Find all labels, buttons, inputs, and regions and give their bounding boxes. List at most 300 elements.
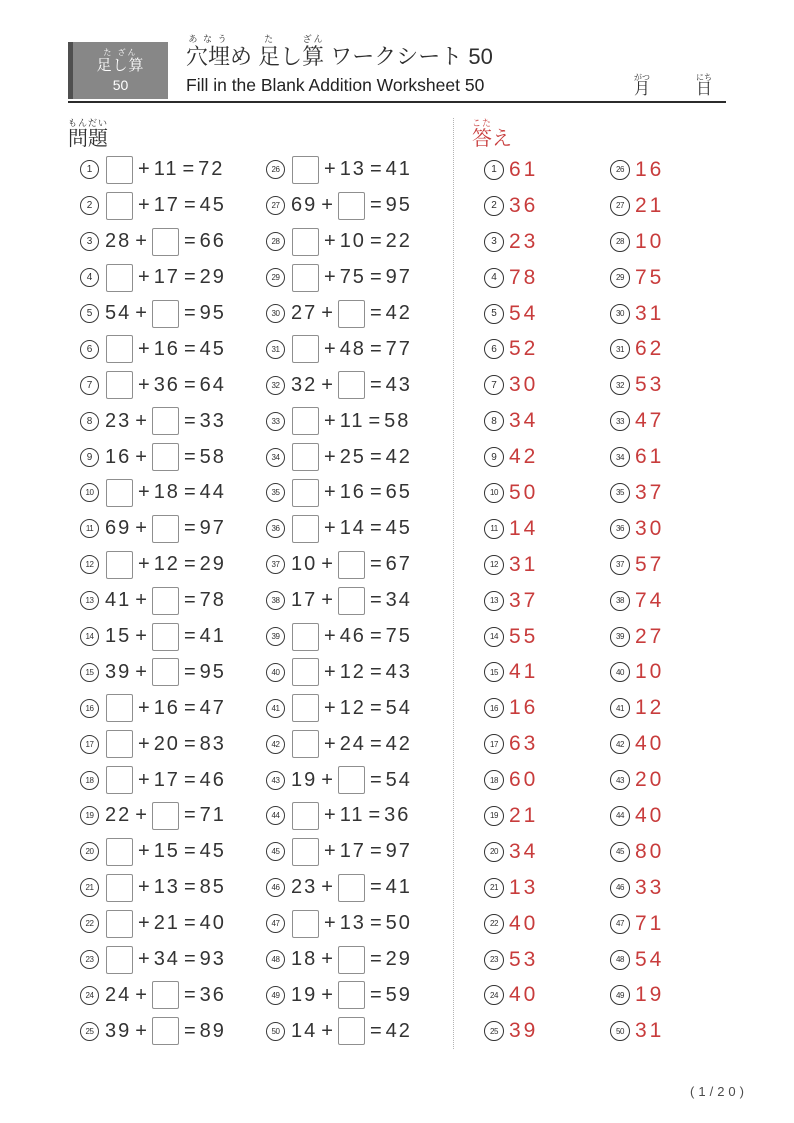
sum-value: 97: [385, 840, 412, 863]
sum-value: 47: [199, 696, 226, 719]
sum-value: 54: [385, 768, 412, 791]
answer-row: [598, 152, 728, 188]
equals-sign: =: [369, 660, 382, 683]
equation: [105, 946, 226, 974]
answer-row: [472, 260, 598, 296]
problems-heading: 問題もんだい: [68, 118, 109, 150]
equals-sign: =: [369, 876, 382, 899]
equation: [291, 946, 412, 974]
plus-sign: +: [324, 840, 336, 863]
sum-value: 45: [199, 194, 226, 217]
answer-row: [472, 152, 598, 188]
plus-sign: +: [321, 553, 333, 576]
problem-number-badge: 47: [266, 914, 285, 933]
answer-value: 40: [509, 911, 539, 935]
operand: 16: [153, 696, 180, 719]
answer-number-badge: 21: [484, 878, 504, 898]
operand: 41: [105, 589, 132, 612]
equation: [291, 587, 412, 615]
equation: [105, 515, 226, 543]
answer-value: 34: [509, 839, 539, 863]
answer-value: 36: [509, 193, 539, 217]
equation: [105, 264, 226, 292]
blank-box: [292, 658, 319, 686]
sum-value: 42: [385, 732, 412, 755]
answer-value: 33: [635, 875, 665, 899]
answer-value: 27: [635, 624, 665, 648]
sum-value: 34: [385, 589, 412, 612]
sum-value: 45: [199, 337, 226, 360]
sum-value: 83: [199, 732, 226, 755]
sum-value: 58: [199, 445, 226, 468]
answer-row: [598, 726, 728, 762]
plus-sign: +: [135, 409, 147, 432]
answer-row: [598, 870, 728, 906]
answer-number-badge: 14: [484, 627, 504, 647]
operand: 18: [291, 948, 318, 971]
answer-value: 71: [635, 911, 665, 935]
sum-value: 65: [385, 481, 412, 504]
equation: [291, 694, 412, 722]
plus-sign: +: [324, 732, 336, 755]
plus-sign: +: [324, 337, 336, 360]
equation: [291, 371, 412, 399]
blank-box: [106, 874, 133, 902]
answer-value: 54: [509, 301, 539, 325]
answer-number-badge: 15: [484, 662, 504, 682]
problems-section: [68, 118, 453, 1049]
problem-number-badge: 4: [80, 268, 99, 287]
equals-sign: =: [369, 230, 382, 253]
operand: 19: [291, 983, 318, 1006]
equals-sign: =: [183, 840, 196, 863]
equals-sign: =: [183, 194, 196, 217]
problem-row: [254, 762, 453, 798]
blank-box: [106, 946, 133, 974]
sum-value: 66: [199, 230, 226, 253]
equation: [291, 910, 412, 938]
operand: 17: [153, 768, 180, 791]
operand: 48: [339, 337, 366, 360]
problem-row: [68, 367, 254, 403]
equals-sign: =: [183, 337, 196, 360]
answer-number-badge: 8: [484, 411, 504, 431]
answer-row: [472, 188, 598, 224]
plus-sign: +: [324, 481, 336, 504]
equation: [105, 335, 226, 363]
equals-sign: =: [369, 445, 382, 468]
operand: 18: [153, 481, 180, 504]
answer-row: [598, 260, 728, 296]
blank-box: [292, 228, 319, 256]
equals-sign: =: [183, 553, 196, 576]
page-number: (1/20): [690, 1084, 748, 1099]
equation: [105, 730, 226, 758]
equation: [105, 623, 226, 651]
answer-value: 62: [635, 337, 665, 361]
problem-number-badge: 16: [80, 699, 99, 718]
equation: [105, 587, 226, 615]
equation: [291, 730, 412, 758]
problem-row: [68, 511, 254, 547]
answer-number-badge: 45: [610, 842, 630, 862]
answer-value: 40: [509, 983, 539, 1007]
problem-row: [68, 690, 254, 726]
operand: 11: [153, 158, 179, 181]
equation: [291, 407, 410, 435]
answer-number-badge: 34: [610, 447, 630, 467]
plus-sign: +: [321, 1019, 333, 1042]
problem-row: [254, 188, 453, 224]
equals-sign: =: [369, 768, 382, 791]
problem-row: [68, 188, 254, 224]
answer-value: 57: [635, 552, 665, 576]
equation: [291, 228, 412, 256]
sum-value: 67: [385, 553, 412, 576]
blank-box: [106, 264, 133, 292]
blank-box: [338, 587, 365, 615]
blank-box: [106, 156, 133, 184]
equals-sign: =: [183, 445, 196, 468]
problem-row: [254, 403, 453, 439]
blank-box: [152, 300, 179, 328]
problem-row: [254, 511, 453, 547]
plus-sign: +: [324, 409, 336, 432]
sum-value: 77: [385, 337, 412, 360]
answer-value: 31: [509, 552, 539, 576]
sum-value: 78: [199, 589, 226, 612]
operand: 19: [291, 768, 318, 791]
sum-value: 64: [199, 373, 226, 396]
problem-row: [68, 619, 254, 655]
answer-row: [472, 942, 598, 978]
blank-box: [292, 443, 319, 471]
plus-sign: +: [324, 158, 336, 181]
blank-box: [106, 551, 133, 579]
operand: 10: [291, 553, 318, 576]
plus-sign: +: [138, 194, 150, 217]
problem-number-badge: 15: [80, 663, 99, 682]
operand: 17: [153, 266, 180, 289]
equals-sign: =: [183, 409, 196, 432]
plus-sign: +: [138, 158, 150, 181]
problem-row: [254, 690, 453, 726]
problem-number-badge: 44: [266, 806, 285, 825]
month-label: 月がつ: [633, 73, 650, 98]
blank-box: [338, 766, 365, 794]
sum-value: 36: [199, 983, 226, 1006]
answer-number-badge: 33: [610, 411, 630, 431]
equals-sign: =: [369, 373, 382, 396]
problem-row: [254, 726, 453, 762]
equation: [105, 981, 226, 1009]
blank-box: [292, 730, 319, 758]
problem-number-badge: 43: [266, 771, 285, 790]
blank-box: [292, 479, 319, 507]
answer-value: 40: [635, 732, 665, 756]
problem-row: [254, 977, 453, 1013]
sum-value: 33: [199, 409, 226, 432]
answer-number-badge: 5: [484, 304, 504, 324]
equation: [105, 192, 226, 220]
sum-value: 41: [199, 625, 226, 648]
sum-value: 41: [385, 876, 412, 899]
answer-row: [472, 296, 598, 332]
answer-value: 12: [635, 696, 665, 720]
problem-number-badge: 2: [80, 196, 99, 215]
operand: 36: [153, 373, 180, 396]
problem-row: [68, 475, 254, 511]
answer-number-badge: 22: [484, 914, 504, 934]
equation: [291, 192, 412, 220]
sum-value: 40: [199, 912, 226, 935]
problem-number-badge: 39: [266, 627, 285, 646]
equation: [291, 1017, 412, 1045]
operand: 16: [339, 481, 366, 504]
blank-box: [338, 946, 365, 974]
answer-row: [598, 439, 728, 475]
answer-number-badge: 36: [610, 519, 630, 539]
sum-value: 43: [385, 373, 412, 396]
equals-sign: =: [183, 1019, 196, 1042]
problem-row: [254, 583, 453, 619]
blank-box: [152, 1017, 179, 1045]
equals-sign: =: [369, 696, 382, 719]
problem-number-badge: 50: [266, 1022, 285, 1041]
equation: [291, 658, 412, 686]
equals-sign: =: [369, 912, 382, 935]
problem-number-badge: 49: [266, 986, 285, 1005]
equals-sign: =: [369, 1019, 382, 1042]
date-fields: [634, 73, 712, 98]
answer-value: 20: [635, 768, 665, 792]
answer-row: [598, 654, 728, 690]
operand: 10: [339, 230, 366, 253]
blank-box: [106, 766, 133, 794]
answer-row: [598, 1013, 728, 1049]
problem-row: [68, 439, 254, 475]
equals-sign: =: [369, 337, 382, 360]
problem-number-badge: 19: [80, 806, 99, 825]
equals-sign: =: [182, 158, 195, 181]
operand: 13: [339, 912, 366, 935]
plus-sign: +: [138, 266, 150, 289]
sum-value: 29: [199, 553, 226, 576]
problem-number-badge: 8: [80, 412, 99, 431]
equation: [291, 479, 412, 507]
blank-box: [106, 479, 133, 507]
plus-sign: +: [321, 302, 333, 324]
sum-value: 45: [385, 517, 412, 540]
answer-number-badge: 46: [610, 878, 630, 898]
answer-number-badge: 49: [610, 985, 630, 1005]
answer-row: [472, 654, 598, 690]
answer-row: [472, 547, 598, 583]
answer-number-badge: 13: [484, 591, 504, 611]
sum-value: 36: [384, 804, 411, 827]
equals-sign: =: [369, 194, 382, 217]
answer-number-badge: 19: [484, 806, 504, 826]
problem-row: [254, 547, 453, 583]
answer-value: 10: [635, 660, 665, 684]
plus-sign: +: [321, 373, 333, 396]
operand: 54: [105, 302, 132, 324]
problem-row: [254, 296, 453, 332]
answer-value: 23: [509, 229, 539, 253]
answer-value: 55: [509, 624, 539, 648]
problem-number-badge: 41: [266, 699, 285, 718]
equation: [105, 658, 226, 686]
answer-row: [598, 906, 728, 942]
operand: 11: [339, 409, 365, 432]
problem-row: [254, 619, 453, 655]
problem-number-badge: 42: [266, 735, 285, 754]
problem-number-badge: 30: [266, 304, 285, 323]
answer-number-badge: 26: [610, 160, 630, 180]
problem-number-badge: 21: [80, 878, 99, 897]
sum-value: 50: [385, 912, 412, 935]
problem-number-badge: 20: [80, 842, 99, 861]
blank-box: [338, 551, 365, 579]
problem-row: [68, 654, 254, 690]
blank-box: [292, 802, 319, 830]
plus-sign: +: [135, 302, 147, 324]
answer-number-badge: 23: [484, 950, 504, 970]
problem-number-badge: 10: [80, 483, 99, 502]
answer-row: [598, 224, 728, 260]
operand: 12: [339, 660, 366, 683]
equals-sign: =: [183, 948, 196, 971]
answer-number-badge: 29: [610, 268, 630, 288]
problem-row: [254, 224, 453, 260]
answer-value: 41: [509, 660, 539, 684]
equals-sign: =: [183, 302, 196, 324]
problem-number-badge: 6: [80, 340, 99, 359]
blank-box: [152, 443, 179, 471]
operand: 15: [153, 840, 180, 863]
equation: [105, 802, 226, 830]
sum-value: 75: [385, 625, 412, 648]
problem-number-badge: 24: [80, 986, 99, 1005]
operand: 16: [153, 337, 180, 360]
problem-row: [254, 260, 453, 296]
equals-sign: =: [368, 804, 381, 827]
plus-sign: +: [324, 912, 336, 935]
title-block: [186, 34, 493, 96]
equals-sign: =: [183, 517, 196, 540]
blank-box: [292, 335, 319, 363]
equals-sign: =: [183, 768, 196, 791]
badge-number: 50: [112, 76, 129, 93]
answers-columns: [472, 152, 728, 1049]
problem-number-badge: 7: [80, 376, 99, 395]
plus-sign: +: [138, 876, 150, 899]
plus-sign: +: [135, 589, 147, 612]
answer-number-badge: 44: [610, 806, 630, 826]
sum-value: 95: [199, 660, 226, 683]
blank-box: [338, 1017, 365, 1045]
equation: [105, 407, 226, 435]
plus-sign: +: [138, 696, 150, 719]
operand: 12: [153, 553, 180, 576]
answer-row: [598, 188, 728, 224]
answer-value: 53: [509, 947, 539, 971]
equals-sign: =: [369, 158, 382, 181]
blank-box: [338, 981, 365, 1009]
answer-number-badge: 24: [484, 985, 504, 1005]
equals-sign: =: [369, 266, 382, 289]
equation: [105, 156, 224, 184]
answer-number-badge: 30: [610, 304, 630, 324]
operand: 24: [339, 732, 366, 755]
problem-number-badge: 35: [266, 483, 285, 502]
plus-sign: +: [321, 194, 333, 217]
plus-sign: +: [138, 912, 150, 935]
equals-sign: =: [183, 589, 196, 612]
plus-sign: +: [321, 948, 333, 971]
operand: 69: [105, 517, 132, 540]
answer-row: [598, 403, 728, 439]
equation: [291, 838, 412, 866]
answer-row: [472, 798, 598, 834]
equals-sign: =: [369, 983, 382, 1006]
answer-value: 74: [635, 588, 665, 612]
problem-number-badge: 18: [80, 771, 99, 790]
answer-number-badge: 7: [484, 375, 504, 395]
equation: [105, 479, 226, 507]
equation: [291, 515, 412, 543]
blank-box: [338, 192, 365, 220]
problem-number-badge: 28: [266, 232, 285, 251]
answer-row: [472, 834, 598, 870]
answer-value: 37: [635, 480, 665, 504]
problem-row: [68, 224, 254, 260]
operand: 14: [339, 517, 366, 540]
problem-number-badge: 3: [80, 232, 99, 251]
problem-row: [68, 1013, 254, 1049]
sum-value: 42: [385, 1019, 412, 1042]
blank-box: [152, 623, 179, 651]
plus-sign: +: [135, 1019, 147, 1042]
plus-sign: +: [135, 660, 147, 683]
answer-row: [598, 367, 728, 403]
equation: [105, 300, 226, 328]
equation: [291, 623, 412, 651]
answer-number-badge: 10: [484, 483, 504, 503]
blank-box: [338, 300, 365, 328]
equals-sign: =: [369, 589, 382, 612]
operand: 46: [339, 625, 366, 648]
answer-number-badge: 4: [484, 268, 504, 288]
equation: [105, 874, 226, 902]
equation: [291, 335, 412, 363]
answer-number-badge: 40: [610, 662, 630, 682]
answer-number-badge: 39: [610, 627, 630, 647]
answer-number-badge: 9: [484, 447, 504, 467]
sum-value: 95: [385, 194, 412, 217]
equals-sign: =: [369, 553, 382, 576]
problems-column-2: [254, 152, 453, 1049]
blank-box: [152, 515, 179, 543]
problem-row: [68, 762, 254, 798]
problem-row: [254, 439, 453, 475]
problem-row: [254, 367, 453, 403]
problem-row: [68, 331, 254, 367]
problem-number-badge: 25: [80, 1022, 99, 1041]
plus-sign: +: [324, 660, 336, 683]
problem-row: [254, 331, 453, 367]
sum-value: 43: [385, 660, 412, 683]
